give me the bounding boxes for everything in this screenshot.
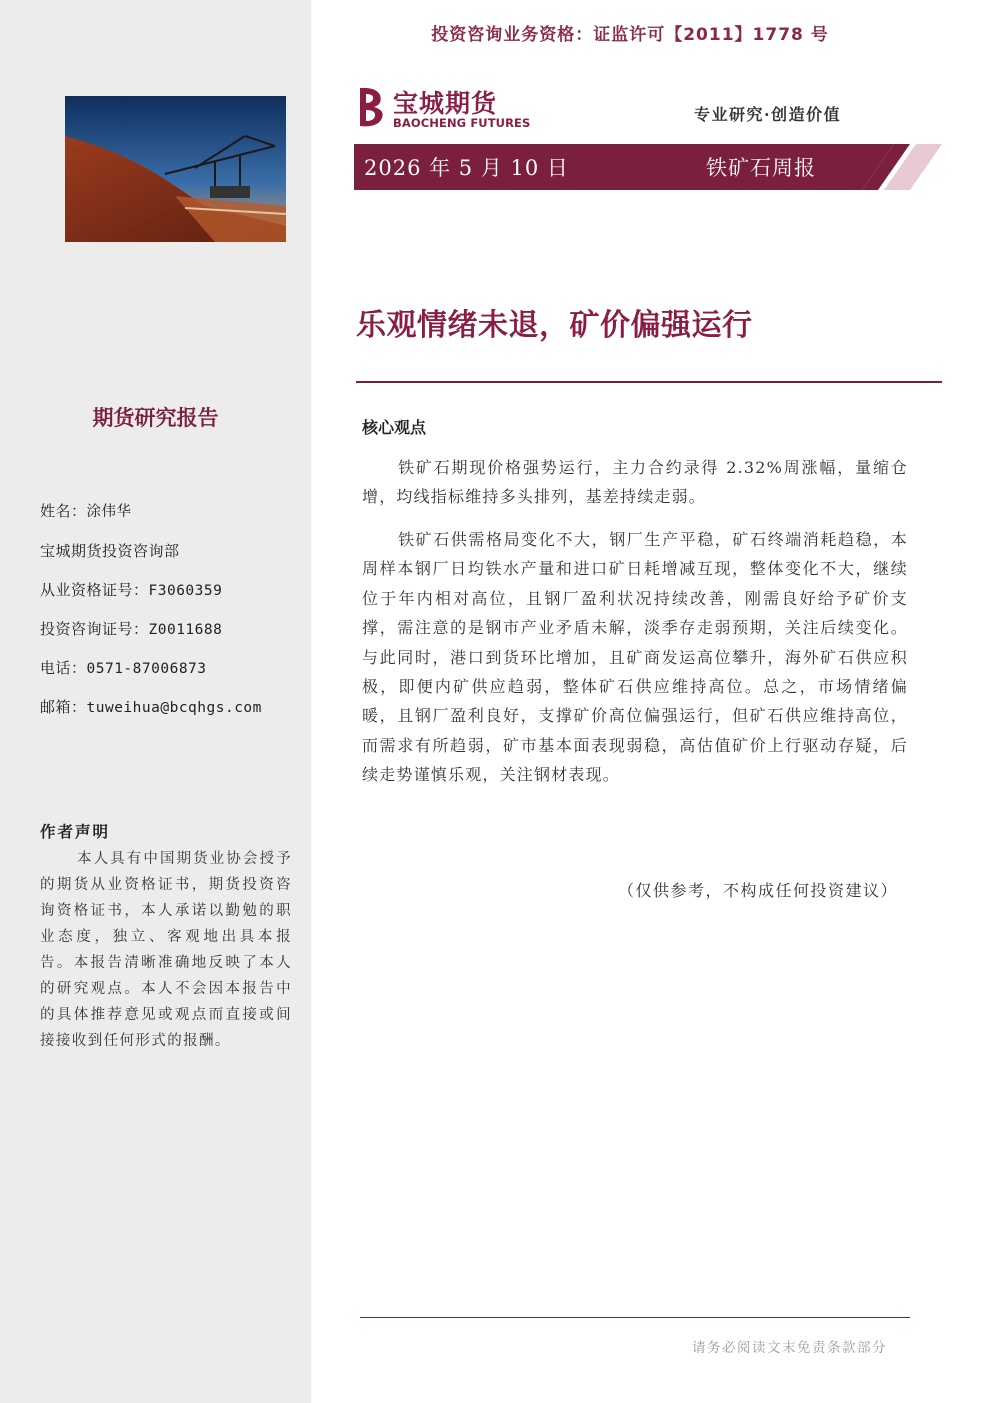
contact-label: 宝城期货投资咨询部 [40, 542, 180, 560]
contact-label: 姓名： [40, 502, 87, 520]
contact-department [40, 540, 180, 561]
contact-value: F3060359 [148, 583, 223, 599]
cover-photo [65, 96, 286, 242]
core-view-heading: 核心观点 [362, 418, 427, 437]
contact-value: 0571-87006873 [86, 661, 207, 677]
contact-consulting-cert [40, 618, 222, 639]
declaration-body: 本人具有中国期货业协会授予的期货从业资格证书，期货投资咨询资格证书，本人承诺以勤勉的职业态度，独立、客观地出具本报告。本报告清晰准确地反映了本人的研究观点。本人不会因本报告中的具体推荐意见或观点而直接或间接接收到任何形式的报酬。 [40, 851, 292, 1049]
contact-label: 电话： [40, 659, 87, 677]
report-date: 2026 年 5 月 10 日 [364, 156, 569, 180]
logo-mark-icon [354, 84, 390, 130]
footer-text: 请务必阅读文末免责条款部分 [692, 1340, 887, 1356]
report-type: 铁矿石周报 [706, 156, 816, 180]
contact-value: 涂伟华 [86, 504, 132, 520]
slogan: 专业研究·创造价值 [694, 105, 842, 124]
license-line: 投资咨询业务资格：证监许可【2011】1778 号 [431, 25, 829, 45]
company-logo [354, 84, 531, 132]
contact-name [40, 500, 132, 521]
contact-phone [40, 657, 207, 678]
contact-label: 投资咨询证号： [40, 620, 149, 638]
contact-label: 从业资格证号： [40, 581, 149, 599]
logo-text-en: BAOCHENG FUTURES [393, 116, 531, 130]
core-paragraph-1: 铁矿石期现价格强势运行，主力合约录得 2.32%周涨幅，量缩仓增，均线指标维持多头排列，基差持续走弱。 [362, 458, 908, 507]
contact-label: 邮箱： [40, 698, 87, 716]
sidebar [0, 0, 311, 1403]
core-paragraph-2: 铁矿石供需格局变化不大，钢厂生产平稳，矿石终端消耗趋稳，本周样本钢厂日均铁水产量和进口矿日耗增减互现，整体变化不大，继续位于年内相对高位，且钢厂盈利状况持续改善，刚需良好给予矿价支撑，需注意的是钢市产业矛盾未解，淡季存走弱预期，关注后续变化。与此同时，港口到货环比增加，且矿商发运高位攀升，海外矿石供应积极，即便内矿供应趋弱，整体矿石供应维持高位。总之，市场情绪偏暖，且钢厂盈利良好，支撑矿价高位偏强运行，但矿石供应维持高位，而需求有所趋弱，矿市基本面表现弱稳，高估值矿价上行驱动存疑，后续走势谨慎乐观，关注钢材表现。 [362, 530, 908, 785]
footer-divider [360, 1317, 910, 1318]
logo-text-cn: 宝城期货 [393, 89, 498, 118]
contact-email [40, 696, 262, 717]
sidebar-section-title: 期货研究报告 [92, 406, 219, 430]
title-divider [356, 381, 942, 383]
contact-value[interactable]: tuweihua@bcqhgs.com [86, 700, 262, 716]
page-title: 乐观情绪未退，矿价偏强运行 [356, 308, 753, 343]
investment-disclaimer-note: （仅供参考，不构成任何投资建议） [618, 881, 899, 900]
contact-value: Z0011688 [148, 622, 223, 638]
declaration-title: 作者声明 [40, 822, 111, 841]
contact-qualification [40, 579, 222, 600]
